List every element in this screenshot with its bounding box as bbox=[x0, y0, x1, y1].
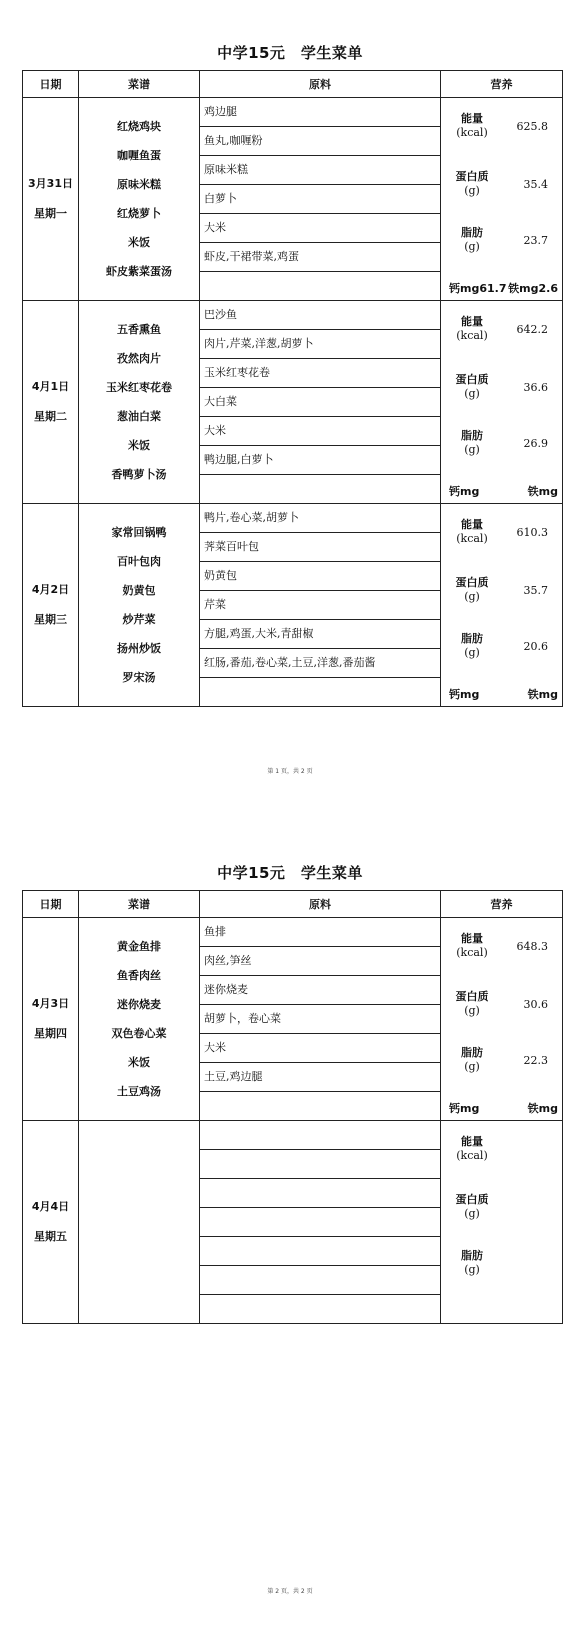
dish-name: 香鸭萝卜汤 bbox=[111, 468, 167, 481]
ingredient-line bbox=[200, 1092, 440, 1120]
protein-label: 蛋白质 bbox=[455, 576, 489, 589]
protein-unit: (g) bbox=[464, 1004, 480, 1017]
ingredient-line bbox=[200, 475, 440, 503]
ingredient-line: 奶黄包 bbox=[200, 562, 440, 591]
fat-value: 20.6 bbox=[523, 640, 548, 653]
energy-value: 625.8 bbox=[516, 120, 548, 133]
ingredient-line: 方腿,鸡蛋,大米,青甜椒 bbox=[200, 620, 440, 649]
menu-title: 中学15元 学生菜单 bbox=[217, 44, 363, 62]
day-date-cell bbox=[23, 504, 79, 707]
dish-name: 鱼香肉丝 bbox=[117, 969, 161, 982]
day-row bbox=[23, 301, 563, 504]
protein-value: 36.6 bbox=[523, 381, 548, 394]
ingredients-cell bbox=[200, 918, 441, 1121]
ingredient-line: 迷你烧麦 bbox=[200, 976, 440, 1005]
ingredient-line bbox=[200, 1295, 440, 1323]
iron-value: 铁mg2.6 bbox=[508, 282, 558, 295]
nutrition-cell bbox=[441, 1121, 563, 1324]
day-date: 4月3日 bbox=[31, 997, 70, 1010]
protein-value: 35.7 bbox=[523, 584, 548, 597]
energy-label: 能量 bbox=[461, 315, 483, 328]
day-date: 4月4日 bbox=[31, 1200, 70, 1213]
day-weekday: 星期四 bbox=[34, 1027, 67, 1040]
dish-cell bbox=[79, 504, 200, 707]
ingredient-line: 巴沙鱼 bbox=[200, 301, 440, 330]
ingredient-line bbox=[200, 1208, 440, 1237]
dish-cell bbox=[79, 98, 200, 301]
calcium-value: 钙mg61.7 bbox=[449, 282, 507, 295]
day-date: 4月2日 bbox=[31, 583, 70, 596]
dish-name: 咖喱鱼蛋 bbox=[117, 149, 161, 162]
protein-label: 蛋白质 bbox=[455, 990, 489, 1003]
day-date-cell bbox=[23, 1121, 79, 1324]
dish-name: 虾皮紫菜蛋汤 bbox=[106, 265, 172, 278]
ingredient-line: 白萝卜 bbox=[200, 185, 440, 214]
dish-name: 原味米糕 bbox=[117, 178, 161, 191]
ingredient-line: 玉米红枣花卷 bbox=[200, 359, 440, 388]
nutrition-cell bbox=[441, 301, 563, 504]
menu-title: 中学15元 学生菜单 bbox=[217, 864, 363, 882]
protein-label: 蛋白质 bbox=[455, 1193, 489, 1206]
page-2 bbox=[0, 820, 580, 1640]
nutrition-cell bbox=[441, 504, 563, 707]
ingredient-line: 鸡边腿 bbox=[200, 98, 440, 127]
dish-name: 米饭 bbox=[128, 439, 150, 452]
protein-unit: (g) bbox=[464, 387, 480, 400]
dish-name: 迷你烧麦 bbox=[117, 998, 161, 1011]
ingredient-line: 大白菜 bbox=[200, 388, 440, 417]
iron-value: 铁mg bbox=[527, 688, 558, 701]
ingredient-line bbox=[200, 1150, 440, 1179]
day-weekday: 星期一 bbox=[34, 207, 67, 220]
energy-label: 能量 bbox=[461, 932, 483, 945]
dish-cell bbox=[79, 1121, 200, 1324]
fat-value: 22.3 bbox=[523, 1054, 548, 1067]
ingredient-line: 胡萝卜，卷心菜 bbox=[200, 1005, 440, 1034]
day-date: 3月31日 bbox=[28, 177, 73, 190]
fat-unit: (g) bbox=[464, 443, 480, 456]
day-weekday: 星期三 bbox=[34, 613, 67, 626]
header-nutrition: 营养 bbox=[441, 71, 563, 98]
protein-value: 35.4 bbox=[523, 178, 548, 191]
menu-table bbox=[22, 70, 563, 707]
ingredient-line: 荠菜百叶包 bbox=[200, 533, 440, 562]
ingredient-line: 鱼排 bbox=[200, 918, 440, 947]
ingredient-line bbox=[200, 272, 440, 300]
fat-label: 脂肪 bbox=[461, 632, 483, 645]
energy-unit: (kcal) bbox=[456, 532, 488, 545]
day-row bbox=[23, 918, 563, 1121]
ingredients-cell bbox=[200, 504, 441, 707]
iron-value: 铁mg bbox=[527, 1102, 558, 1115]
day-date: 4月1日 bbox=[31, 380, 70, 393]
protein-unit: (g) bbox=[464, 1207, 480, 1220]
dish-name: 土豆鸡汤 bbox=[117, 1085, 161, 1098]
ingredient-line: 肉丝,笋丝 bbox=[200, 947, 440, 976]
dish-cell bbox=[79, 301, 200, 504]
fat-label: 脂肪 bbox=[461, 1249, 483, 1262]
day-weekday: 星期二 bbox=[34, 410, 67, 423]
dish-name: 罗宋汤 bbox=[122, 671, 156, 684]
header-dish: 菜谱 bbox=[79, 71, 200, 98]
energy-unit: (kcal) bbox=[456, 1149, 488, 1162]
header-date: 日期 bbox=[23, 891, 79, 918]
menu-table bbox=[22, 890, 563, 1324]
header-ingredients: 原料 bbox=[200, 891, 441, 918]
ingredient-line: 大米 bbox=[200, 214, 440, 243]
day-row bbox=[23, 1121, 563, 1324]
energy-value: 642.2 bbox=[516, 323, 548, 336]
dish-name: 扬州炒饭 bbox=[117, 642, 161, 655]
ingredient-line: 土豆,鸡边腿 bbox=[200, 1063, 440, 1092]
ingredient-line bbox=[200, 1179, 440, 1208]
ingredients-cell bbox=[200, 301, 441, 504]
energy-value: 648.3 bbox=[516, 940, 548, 953]
ingredients-cell bbox=[200, 98, 441, 301]
ingredient-line: 鱼丸,咖喱粉 bbox=[200, 127, 440, 156]
nutrition-cell bbox=[441, 918, 563, 1121]
fat-unit: (g) bbox=[464, 646, 480, 659]
dish-cell bbox=[79, 918, 200, 1121]
table-header-row bbox=[23, 891, 563, 918]
fat-label: 脂肪 bbox=[461, 226, 483, 239]
ingredient-line: 芹菜 bbox=[200, 591, 440, 620]
fat-unit: (g) bbox=[464, 1263, 480, 1276]
day-date-cell bbox=[23, 301, 79, 504]
dish-name: 炒芹菜 bbox=[122, 613, 156, 626]
energy-unit: (kcal) bbox=[456, 329, 488, 342]
nutrition-cell bbox=[441, 98, 563, 301]
dish-name: 葱油白菜 bbox=[117, 410, 161, 423]
fat-value: 23.7 bbox=[523, 234, 548, 247]
dish-name: 红烧鸡块 bbox=[117, 120, 161, 133]
page-footer: 第 2 页，共 2 页 bbox=[267, 1588, 313, 1595]
dish-name: 五香熏鱼 bbox=[117, 323, 161, 336]
dish-name: 米饭 bbox=[128, 236, 150, 249]
energy-unit: (kcal) bbox=[456, 126, 488, 139]
day-date-cell bbox=[23, 98, 79, 301]
ingredient-line bbox=[200, 1237, 440, 1266]
energy-label: 能量 bbox=[461, 518, 483, 531]
header-dish: 菜谱 bbox=[79, 891, 200, 918]
ingredient-line: 鸭片,卷心菜,胡萝卜 bbox=[200, 504, 440, 533]
ingredient-line bbox=[200, 678, 440, 706]
header-ingredients: 原料 bbox=[200, 71, 441, 98]
protein-label: 蛋白质 bbox=[455, 373, 489, 386]
day-row bbox=[23, 504, 563, 707]
ingredient-line: 虾皮,干裙带菜,鸡蛋 bbox=[200, 243, 440, 272]
energy-value: 610.3 bbox=[516, 526, 548, 539]
fat-label: 脂肪 bbox=[461, 429, 483, 442]
ingredient-line: 原味米糕 bbox=[200, 156, 440, 185]
fat-unit: (g) bbox=[464, 1060, 480, 1073]
ingredient-line: 大米 bbox=[200, 417, 440, 446]
dish-name: 奶黄包 bbox=[122, 584, 156, 597]
dish-name: 孜然肉片 bbox=[117, 352, 161, 365]
calcium-value: 钙mg bbox=[449, 688, 480, 701]
dish-name: 红烧萝卜 bbox=[117, 207, 161, 220]
ingredients-cell bbox=[200, 1121, 441, 1324]
ingredient-line: 鸭边腿,白萝卜 bbox=[200, 446, 440, 475]
dish-name: 黄金鱼排 bbox=[117, 940, 161, 953]
header-date: 日期 bbox=[23, 71, 79, 98]
ingredient-line bbox=[200, 1121, 440, 1150]
fat-label: 脂肪 bbox=[461, 1046, 483, 1059]
energy-label: 能量 bbox=[461, 1135, 483, 1148]
page-footer: 第 1 页，共 2 页 bbox=[267, 768, 313, 775]
fat-value: 26.9 bbox=[523, 437, 548, 450]
calcium-value: 钙mg bbox=[449, 1102, 480, 1115]
ingredient-line: 大米 bbox=[200, 1034, 440, 1063]
table-header-row bbox=[23, 71, 563, 98]
protein-unit: (g) bbox=[464, 184, 480, 197]
dish-name: 百叶包肉 bbox=[117, 555, 161, 568]
day-weekday: 星期五 bbox=[34, 1230, 67, 1243]
fat-unit: (g) bbox=[464, 240, 480, 253]
day-date-cell bbox=[23, 918, 79, 1121]
protein-label: 蛋白质 bbox=[455, 170, 489, 183]
ingredient-line: 红肠,番茄,卷心菜,土豆,洋葱,番茄酱 bbox=[200, 649, 440, 678]
calcium-value: 钙mg bbox=[449, 485, 480, 498]
header-nutrition: 营养 bbox=[441, 891, 563, 918]
ingredient-line bbox=[200, 1266, 440, 1295]
dish-name: 家常回锅鸭 bbox=[111, 526, 167, 539]
dish-name: 双色卷心菜 bbox=[111, 1027, 167, 1040]
ingredient-line: 肉片,芹菜,洋葱,胡萝卜 bbox=[200, 330, 440, 359]
day-row bbox=[23, 98, 563, 301]
energy-unit: (kcal) bbox=[456, 946, 488, 959]
dish-name: 玉米红枣花卷 bbox=[106, 381, 172, 394]
protein-value: 30.6 bbox=[523, 998, 548, 1011]
protein-unit: (g) bbox=[464, 590, 480, 603]
iron-value: 铁mg bbox=[527, 485, 558, 498]
dish-name: 米饭 bbox=[128, 1056, 150, 1069]
energy-label: 能量 bbox=[461, 112, 483, 125]
